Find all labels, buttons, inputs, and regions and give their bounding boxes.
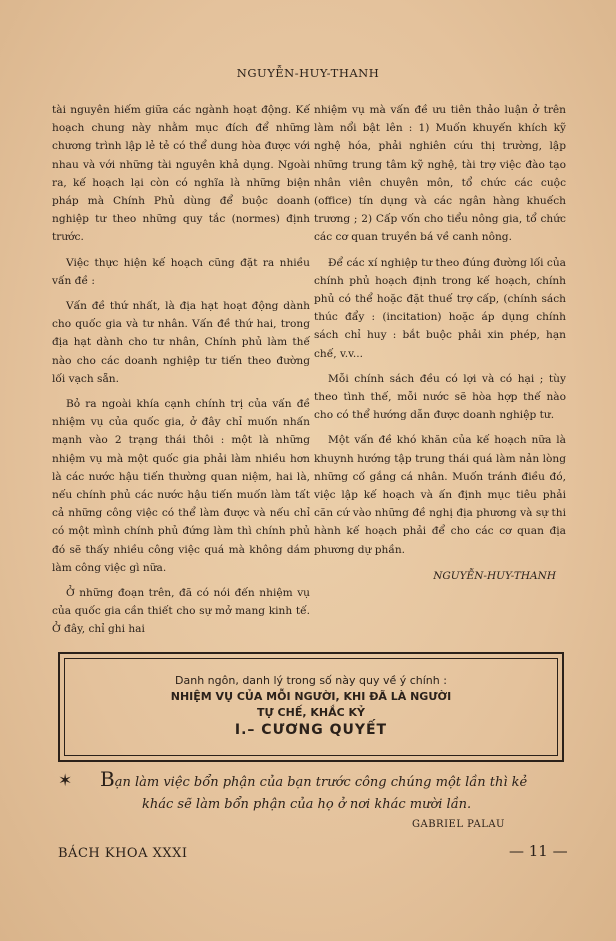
paragraph: Một vấn đề khó khăn của kế hoạch nữa là khuynh hướng tập trung thái quá làm nản lòng những cố gắng cá nhân. Muốn tránh điều đó, việc lập kế hoạch và ấn định mục tiêu phải căn cứ vào những đề nghị địa phương và sự thi hành kế hoạch phải để cho các cơ quan địa phương dự phần.: [314, 434, 566, 556]
quote-line-1: [100, 768, 570, 794]
quote-line-1-text: ạn làm việc bổn phận của bạn trước công chúng một lần thì kẻ: [114, 775, 528, 790]
running-head: NGUYỄN-HUY-THANH: [236, 66, 380, 80]
quote-dropcap: B: [100, 767, 115, 791]
right-column: [314, 101, 566, 585]
quote: [100, 768, 570, 816]
paragraph: Để các xí nghiệp tư theo đúng đường lối của chính phủ hoạch định trong kế hoạch, chính phủ có thể hoặc đặt thuế trợ cấp, (chính sách thúc đẩy : (incitation) hoặc áp dụng chính sách chỉ huy : bắt buộc phải xin phép, hạn chế, v.v...: [314, 256, 566, 360]
paragraph: Mỗi chính sách đều có lợi và có hại ; tùy theo tình thế, mỗi nước sẽ hòa hợp thế nào cho có thể hướng dẫn được doanh nghiệp tư.: [314, 372, 566, 422]
author-signature: NGUYỄN-HUY-THANH: [433, 569, 556, 582]
paragraph: Ở những đoạn trên, đã có nói đến nhiệm vụ của quốc gia cần thiết cho sự mở mang kinh tế. Ở đây, chỉ ghi hai: [52, 587, 310, 636]
page-number: — 11 —: [509, 842, 568, 860]
journal-name: BÁCH KHOA XXXI: [58, 846, 188, 861]
paragraph: Vấn đề thứ nhất, là địa hạt hoạt động dành cho quốc gia và tư nhân. Vấn đề thứ hai, trong địa hạt dành cho tư nhân, Chính phủ làm thế nào cho các doanh nghiệp tư tiến theo đường lối vạch sẵn.: [52, 300, 310, 385]
maxim-box-inner: [64, 658, 558, 756]
star-icon: ✶: [58, 771, 73, 791]
paragraph: Việc thực hiện kế hoạch cũng đặt ra nhiều vấn đề :: [52, 256, 310, 287]
maxim-line-3: I.– CƯƠNG QUYẾT: [234, 722, 388, 738]
paragraph: tài nguyên hiếm giữa các ngành hoạt động. Kế hoạch chung này nhằm mục đích để những chương trình lập lẻ tẻ có thể dung hòa được với nhau và với những tài nguyên khả dụng. Ngoài ra, kế hoạch lại còn có nghĩa là những biện pháp mà Chính Phủ dùng để buộc doanh nghiệp tư theo những quy tắc (normes) định trước.: [52, 104, 310, 244]
maxim-line-1: NHIỆM VỤ CỦA MỖI NGƯỜI, KHI ĐÃ LÀ NGƯỜI: [170, 690, 452, 703]
paragraph: Bỏ ra ngoài khía cạnh chính trị của vấn đề nhiệm vụ của quốc gia, ở đây chỉ muốn nhấn mạnh vào 2 trạng thái thôi : một là những nhiệm vụ mà một quốc gia phải làm nhiều hơn là các nước hậu tiến thường quan niệm, hai là, nếu chính phủ các nước hậu tiến muốn làm tất cả những công việc có thể làm được và nếu chỉ có một mình chính phủ đứng làm thì chính phủ đó sẽ thấy nhiều công việc quá mà không dám làm công việc gì nữa.: [52, 398, 310, 574]
paragraph: nhiệm vụ mà vấn đề ưu tiên thảo luận ở trên làm nổi bật lên : 1) Muốn khuyến khích kỹ nghệ hóa, phải nghiên cứu thị trường, lập những trung tâm kỹ nghệ, tài trợ việc đào tạo nhân viên chuyên môn, tổ chức các cuộc (office) tín dụng và các ngân hàng khuếch trương ; 2) Cấp vốn cho tiểu nông gia, tổ chức các cơ quan truyền bá về canh nông.: [314, 104, 566, 244]
left-column: [52, 101, 310, 646]
maxim-intro: Danh ngôn, danh lý trong số này quy về ý chính :: [175, 674, 447, 687]
quote-author: GABRIEL PALAU: [412, 819, 505, 830]
maxim-box: [58, 652, 564, 762]
quote-line-2: khác sẽ làm bổn phận của họ ở nơi khác mười lần.: [142, 797, 472, 812]
maxim-line-2: TỰ CHẾ, KHẮC KỶ: [257, 706, 365, 719]
